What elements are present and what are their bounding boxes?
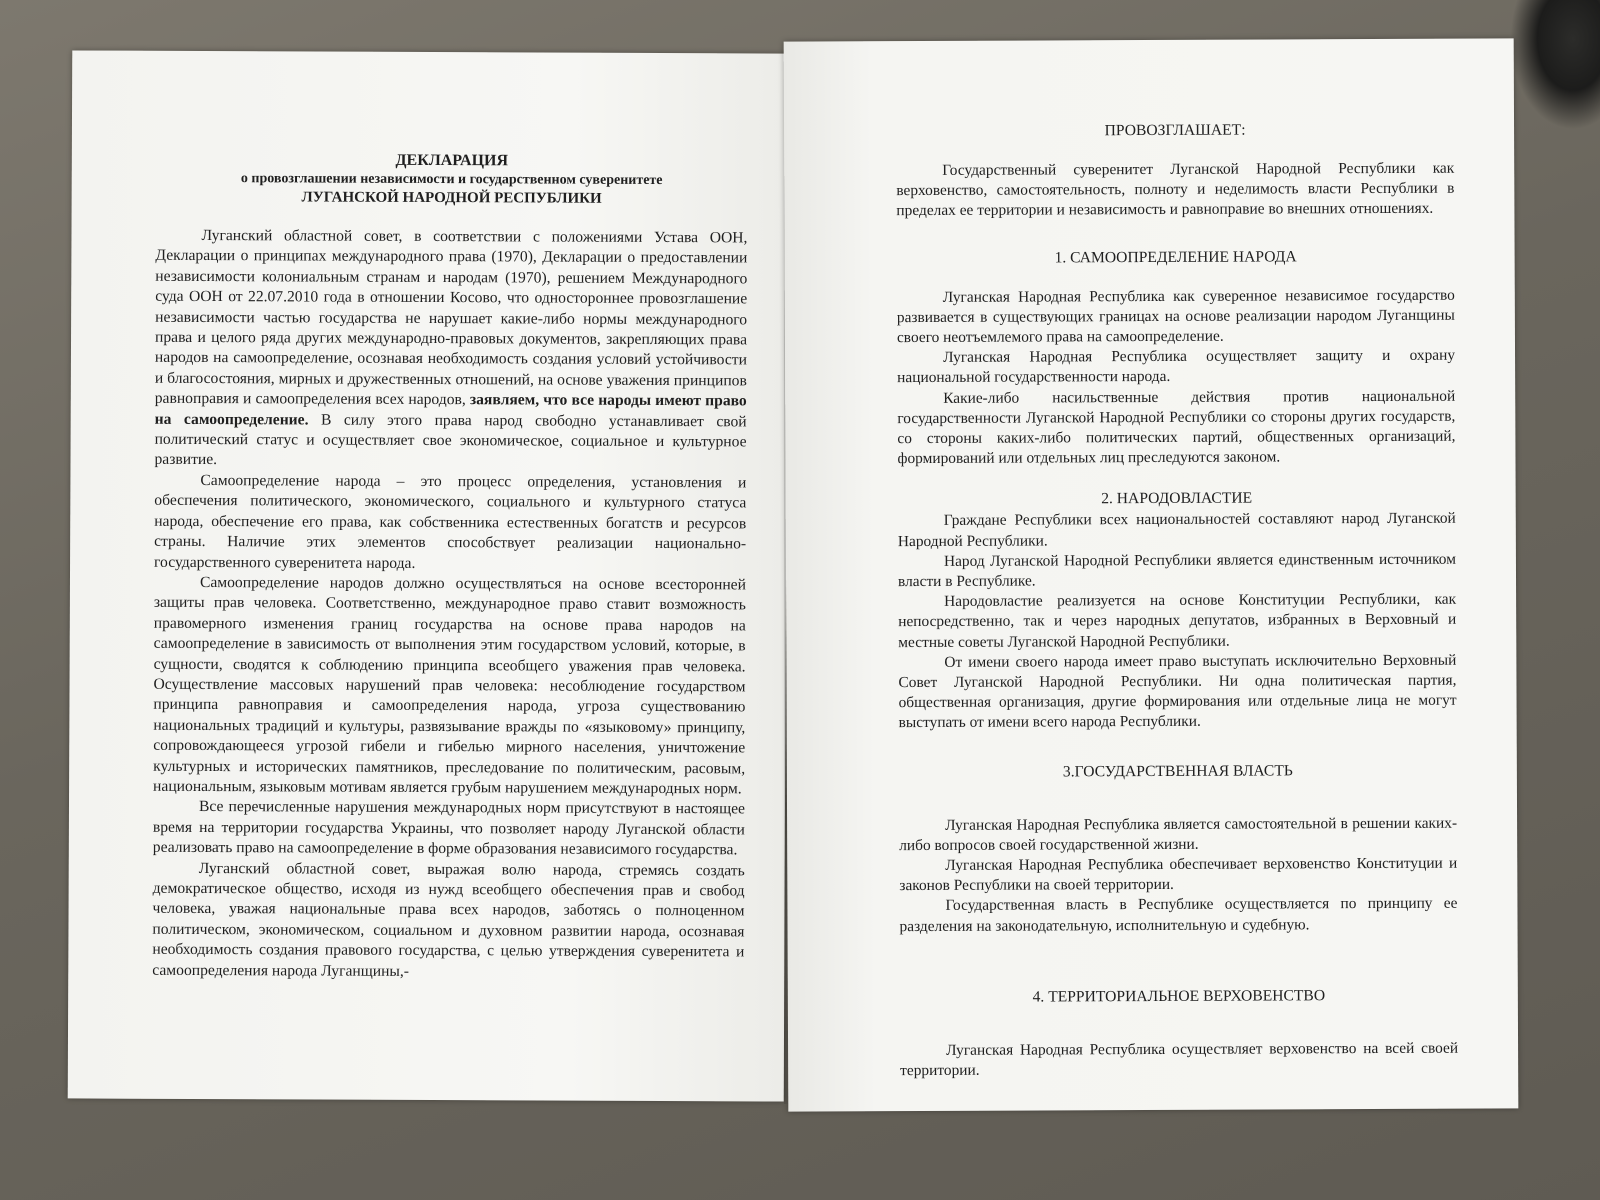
declaration-republic: ЛУГАНСКОЙ НАРОДНОЙ РЕСПУБЛИКИ	[301, 189, 602, 207]
preamble-text: Луганский областной совет, в соответствии с положениями Устава ООН, Декларации о принципах международного права (1970), Декларации о предоставлении независимости колониальным странам и народам (1970), решением Международного суда ООН от 22.07.2010 года в отношении Косово, что одностороннее провозглашение независимости частью государства не нарушает какие-либо нормы международного права и целого ряда других международно-правовых документов, закрепляющих права народов на самоопределение, осознавая необходимость создания условий устойчивости и благосостояния, мирных и дружественных отношений, на основе уважения принципов равноправия и самоопределения всех народов,	[154, 227, 748, 409]
section-1-paragraph-3: Какие-либо насильственные действия против национальной государственности Луганской Народной Республики со стороны других государств, со стороны каких-либо политических партий, общественных организаций, формирований или отдельных лиц преследуются законом.	[897, 387, 1456, 468]
paragraph-regional-council: Луганский областной совет, выражая волю народа, стремясь создать демократическое общество, исходя из нужд всеобщего обеспечения прав и свобод человека, уважая национальные права всех народов, заботясь о полноценном политическом, экономическом, социальном и духовном развитии народа, осознавая необходимость создания правового государства, с целью утверждения суверенитета и самоопределения народа Луганщины,-	[152, 859, 745, 980]
section-1-paragraph-2: Луганская Народная Республика осуществляет защиту и охрану национальной государственности народа.	[897, 346, 1456, 387]
section-2-heading: 2. НАРОДОВЛАСТИЕ	[1101, 489, 1253, 508]
right-page	[784, 38, 1519, 1111]
section-3-paragraph-1: Луганская Народная Республика является самостоятельной в решении каких-либо вопросов своей государственной жизни.	[899, 814, 1458, 854]
paragraph-preamble	[154, 226, 747, 473]
section-1-heading: 1. САМООПРЕДЕЛЕНИЕ НАРОДА	[1054, 247, 1297, 267]
section-2-paragraph-4: От имени своего народа имеет право выступать исключительно Верховный Совет Луганской Народной Республики. Ни одна политическая партия, общественная организация, другие формирования или отдельные лица не могут выступать от имени всего народа Республики.	[898, 651, 1457, 732]
declaration-subtitle: о провозглашении независимости и государственном суверенитете	[240, 171, 663, 189]
section-4-paragraph-1: Луганская Народная Республика осуществляет верховенство на всей своей территории.	[900, 1039, 1459, 1080]
paragraph-self-determination: Самоопределение народа – это процесс определения, установления и обеспечения политического, экономического, социального и культурного статуса народа, обеспечение его права, как собственника естественных богатств и ресурсов страны. Наличие этих элементов способствует реализации национально-государственного суверенитета народа.	[154, 471, 747, 572]
paragraph-violations: Все перечисленные нарушения международных норм присутствуют в настоящее время на территории государства Украины, что позволяет народу Луганской области реализовать право на самоопределение в форме образования независимого государства.	[152, 798, 746, 859]
preamble-conclusion: В силу этого права народ свободно устанавливает свой политический статус и осуществляет свое экономическое, социальное и культурное развитие.	[154, 411, 747, 469]
section-1-paragraph-1: Луганская Народная Республика как суверенное независимое государство развивается в существующих границах на основе реализации народом Луганщины своего неотъемлемого права на самоопределение.	[896, 286, 1455, 347]
section-3-paragraph-2: Луганская Народная Республика обеспечивает верховенство Конституции и законов Республики на своей территории.	[899, 854, 1458, 895]
cable	[1510, 0, 1600, 130]
section-3-paragraph-3: Государственная власть в Республике осуществляется по принципу ее разделения на законодательную, исполнительную и судебную.	[899, 895, 1458, 935]
proclaims-heading: ПРОВОЗГЛАШАЕТ:	[1104, 121, 1246, 140]
preamble-bold-statement: заявляем, что все народы имеют право на самоопределение.	[154, 391, 747, 429]
section-3-heading: 3.ГОСУДАРСТВЕННАЯ ВЛАСТЬ	[1062, 762, 1293, 781]
section-4-heading: 4. ТЕРРИТОРИАЛЬНОЕ ВЕРХОВЕНСТВО	[1032, 987, 1326, 1006]
left-page	[68, 50, 789, 1101]
section-2-paragraph-1: Граждане Республики всех национальностей составляют народ Луганской Народной Республики.	[897, 510, 1456, 550]
declaration-title: ДЕКЛАРАЦИЯ	[395, 151, 509, 170]
paragraph-sovereignty: Государственный суверенитет Луганской Народной Республики как верховенство, самостоятельность, полноту и неделимость власти Республики в пределах ее территории и независимость и равноправие во внешних отношениях.	[896, 159, 1455, 220]
paragraph-human-rights: Самоопределение народов должно осуществляться на основе всесторонней защиты прав человека. Соответственно, международное право ставит возможность правомерного изменения границ государства на основе права народов на самоопределение в зависимость от выполнения этим государством условий, которые, в сущности, сводятся к соблюдению принципа всеобщего уважения прав человека. Осуществление массовых нарушений прав человека: несоблюдение государством принципа равноправия и самоопределения народа, угроза существованию национальных традиций и культуры, развязывание вражды по «языковому» принципу, сопровождающееся угрозой гибели и гибелью мирного населения, уничтожение культурных и исторических памятников, преследование по политическим, расовым, национальным, языковым мотивам является грубым нарушением международных норм.	[153, 573, 747, 798]
section-2-paragraph-3: Народовластие реализуется на основе Конституции Республики, как непосредственно, так и через народных депутатов, избранных в Верховный и местные советы Луганской Народной Республики.	[898, 590, 1457, 651]
section-2-paragraph-2: Народ Луганской Народной Республики является единственным источником власти в Республике.	[897, 550, 1456, 591]
